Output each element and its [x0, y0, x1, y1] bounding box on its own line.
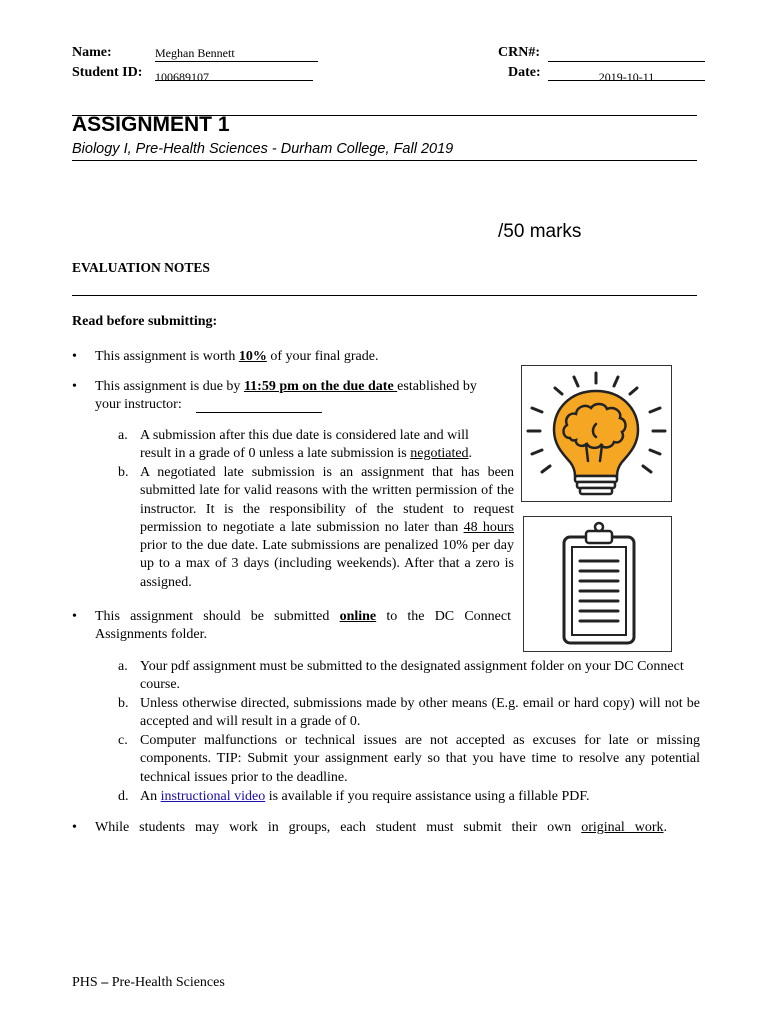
crn-field[interactable]: [548, 45, 705, 62]
list-letter: a.: [118, 428, 128, 443]
list-letter: a.: [118, 659, 128, 674]
name-value: Meghan Bennett: [155, 46, 235, 60]
title-bottom-rule: [72, 160, 697, 161]
bullet-original-work: While students may work in groups, each student must submit their own original work.: [95, 820, 667, 835]
instructional-video-link[interactable]: instructional video: [160, 789, 266, 804]
instructional-video-item: An instructional video is available if you require assistance using a fillable PDF.: [140, 789, 590, 804]
assignment-title: ASSIGNMENT 1: [72, 113, 230, 136]
date-label: Date:: [508, 65, 541, 80]
negotiated-late-item: A negotiated late submission is an assignment that has been submitted late for valid reasons with the written permission of the instructor. It is the responsibility of the student to request permission to negotiate a late submission no later than 48 hours prior to the due date. Late submissions are penalized 10% per day up to a max of 3 days (including weekends). After that a zero is assigned.: [140, 465, 514, 590]
list-letter: b.: [118, 465, 129, 480]
technical-issues-item: Computer malfunctions or technical issues are not accepted as excuses for late or missing components. TIP: Submit your assignment early so that you have time to resolve any potential technical issues prior to the deadline.: [140, 733, 700, 785]
late-submission-item: A submission after this due date is considered late and will result in a grade of 0 unless a late submission is negotiated.: [140, 428, 473, 462]
bullet-grade-worth: This assignment is worth 10% of your final grade.: [95, 349, 379, 364]
due-time: 11:59 pm on the due date: [243, 379, 398, 394]
name-field[interactable]: [155, 44, 318, 62]
clipboard-icon: [523, 516, 672, 652]
evaluation-rule: [72, 295, 697, 296]
student-id-field[interactable]: [155, 67, 313, 84]
bullet-dot: •: [72, 609, 77, 624]
pdf-submission-item: Your pdf assignment must be submitted to the designated assignment folder on your DC Connect course.: [140, 659, 684, 693]
course-subtitle: Biology I, Pre-Health Sciences - Durham College, Fall 2019: [72, 141, 454, 157]
name-label: Name:: [72, 45, 112, 60]
instructor-due-date-field[interactable]: [196, 398, 322, 413]
date-value: 2019-10-11: [598, 70, 655, 84]
bullet-dot: •: [72, 379, 77, 394]
total-marks: /50 marks: [498, 221, 582, 242]
bullet-due-date: This assignment is due by 11:59 pm on the due date established by your instructor:: [95, 379, 477, 413]
student-id-label: Student ID:: [72, 65, 143, 80]
date-field[interactable]: [548, 67, 705, 84]
footer-text: PHS – Pre-Health Sciences: [72, 975, 225, 990]
lightbulb-brain-icon: [521, 365, 672, 502]
online-word: online: [339, 609, 377, 624]
student-id-value: 100689107: [155, 70, 209, 84]
list-letter: b.: [118, 696, 129, 711]
grade-percent: 10%: [238, 349, 267, 364]
other-means-item: Unless otherwise directed, submissions made by other means (E.g. email or hard copy) will not be accepted and will result in a grade of 0.: [140, 696, 700, 730]
bullet-dot: •: [72, 349, 77, 364]
crn-label: CRN#:: [498, 45, 540, 60]
bullet-online-submission: This assignment should be submitted online to the DC Connect Assignments folder.: [95, 609, 511, 643]
list-letter: c.: [118, 733, 128, 748]
read-before-heading: Read before submitting:: [72, 314, 218, 329]
bullet-dot: •: [72, 820, 77, 835]
list-letter: d.: [118, 789, 129, 804]
evaluation-notes-heading: EVALUATION NOTES: [72, 260, 210, 275]
